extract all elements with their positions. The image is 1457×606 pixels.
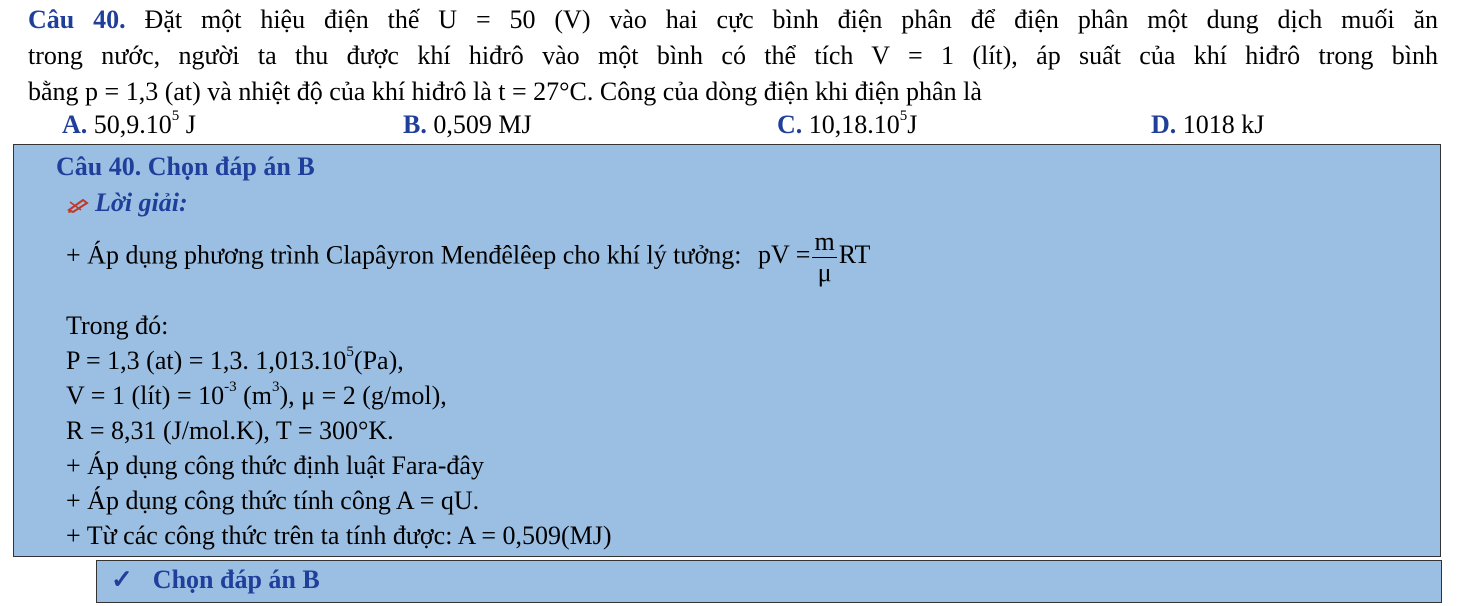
formula-fraction [812,227,836,288]
option-c[interactable] [777,110,917,140]
v-line-b: (m [236,381,273,410]
step-4: + Từ các công thức trên ta tính được: A = 0,509(MJ) [66,521,612,550]
formula [757,227,871,287]
option-a-sup: 5 [171,108,180,124]
option-d[interactable] [1151,110,1264,140]
question-label: Câu 40. [28,5,126,34]
option-b[interactable] [403,110,532,140]
formula-rhs: RT [838,240,871,270]
question-text [28,2,1438,110]
option-a-letter: A. [62,110,88,139]
option-a-text: 50,9.10 [93,110,172,139]
final-answer [111,565,320,595]
step-3: + Áp dụng công thức tính công A = qU. [66,486,480,515]
solution-box [13,144,1441,557]
formula-denominator: μ [817,258,832,287]
question-line-3: bằng p = 1,3 (at) và nhiệt độ của khí hiđrô là t = 27°C. Công của dòng điện khi điện phân là [28,77,982,106]
p-line-b: (Pa), [353,346,404,375]
v-line-c: ), μ = 2 (g/mol), [279,381,447,410]
solution-title: Câu 40. Chọn đáp án B [56,152,315,181]
option-d-text: 1018 kJ [1182,110,1265,139]
step-1 [66,227,870,288]
check-icon: ✓ [111,565,133,594]
option-c-text: 10,18.10 [808,110,900,139]
r-line: R = 8,31 (J/mol.K), T = 300°K. [66,416,394,445]
formula-lhs: pV = [757,240,811,270]
option-c-letter: C. [777,110,803,139]
p-line [66,346,404,376]
question-line-1 [28,2,1438,38]
answer-options [0,110,1457,144]
v-line-sup2: 3 [272,379,280,395]
option-b-letter: B. [403,110,427,139]
p-line-a: P = 1,3 (at) = 1,3. 1,013.10 [66,346,347,375]
pencil-icon [67,190,89,220]
option-d-letter: D. [1151,110,1177,139]
formula-numerator: m [814,227,835,256]
where-label: Trong đó: [66,311,169,340]
question-line-2: trong nước, người ta thu được khí hiđrô vào một bình có thể tích V = 1 (lít), áp suất của khí hiđrô trong bình [28,41,1438,70]
final-answer-text: Chọn đáp án B [152,565,320,594]
option-b-text: 0,509 MJ [433,110,532,139]
question-line-1-text: Đặt một hiệu điện thế U = 50 (V) vào hai cực bình điện phân để điện phân một dung dịch muối ăn [144,5,1439,34]
option-a[interactable] [62,110,196,140]
v-line-a: V = 1 (lít) = 10 [66,381,225,410]
option-c-sup: 5 [899,108,908,124]
step-1-text: + Áp dụng phương trình Clapâyron Menđêlêep cho khí lý tưởng: [66,240,742,270]
solution-heading-text: Lời giải: [95,188,188,217]
v-line-sup1: -3 [224,379,237,395]
solution-heading [67,188,188,220]
option-c-unit: J [907,110,918,139]
p-line-sup: 5 [346,344,354,360]
v-line [66,381,447,411]
final-answer-box [96,560,1442,603]
option-a-unit: J [179,110,196,139]
step-2: + Áp dụng công thức định luật Fara-đây [66,451,484,480]
